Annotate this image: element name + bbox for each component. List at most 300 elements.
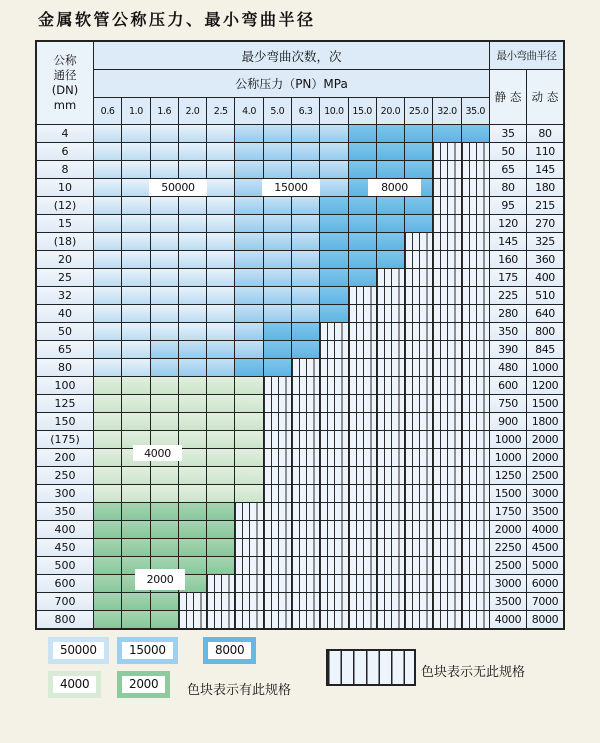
no-spec-cell [377, 521, 405, 538]
legend-no-spec-text: 色块表示无此规格 [421, 665, 526, 680]
no-spec-cell [377, 305, 405, 322]
no-spec-cell [320, 449, 348, 466]
static-radius-cell: 1250 [490, 467, 527, 484]
spec-cell-15000 [292, 143, 320, 160]
dn-cell: 450 [37, 539, 94, 556]
no-spec-cell [235, 557, 263, 574]
no-spec-cell [405, 521, 433, 538]
no-spec-cell [405, 233, 433, 250]
legend-chip-label: 50000 [53, 642, 104, 659]
table-row [37, 484, 563, 502]
dn-cell: 600 [37, 575, 94, 592]
no-spec-cell [377, 485, 405, 502]
spec-cell-50000 [94, 197, 122, 214]
no-spec-cell [264, 485, 292, 502]
dynamic-radius-cell: 3000 [527, 485, 563, 502]
spec-cell-50000 [94, 323, 122, 340]
radius-header-group [490, 42, 563, 124]
dn-cell: 200 [37, 449, 94, 466]
no-spec-cell [349, 539, 377, 556]
no-spec-cell [292, 377, 320, 394]
dynamic-radius-cell: 4500 [527, 539, 563, 556]
no-spec-cell [292, 395, 320, 412]
spec-cell-8000 [405, 215, 433, 232]
spec-cell-8000 [349, 197, 377, 214]
table-row [37, 394, 563, 412]
no-spec-cell [349, 305, 377, 322]
dn-cell: 50 [37, 323, 94, 340]
legend-chip-8000 [203, 637, 256, 664]
no-spec-cell [349, 449, 377, 466]
no-spec-cell [235, 575, 263, 592]
no-spec-cell [405, 485, 433, 502]
spec-cell-15000 [235, 287, 263, 304]
table-row [37, 466, 563, 484]
spec-cell-50000 [151, 215, 179, 232]
table-row [37, 232, 563, 250]
spec-cell-2000 [122, 539, 150, 556]
spec-cell-15000 [179, 359, 207, 376]
dynamic-radius-cell: 6000 [527, 575, 563, 592]
spec-cell-50000 [207, 197, 235, 214]
no-spec-cell [320, 503, 348, 520]
no-spec-cell [405, 611, 433, 628]
spec-cell-2000 [122, 503, 150, 520]
no-spec-cell [377, 359, 405, 376]
nominal-pressure-header: 公称压力（PN）MPa [94, 70, 489, 98]
dynamic-radius-cell: 4000 [527, 521, 563, 538]
spec-cell-4000 [235, 413, 263, 430]
no-spec-cell [405, 359, 433, 376]
dn-header-line: (DN) [51, 83, 79, 97]
no-spec-cell [377, 413, 405, 430]
spec-cell-50000 [94, 305, 122, 322]
static-dynamic-headers [490, 70, 563, 124]
static-radius-cell: 3500 [490, 593, 527, 610]
no-spec-cell [235, 503, 263, 520]
no-spec-cell [349, 377, 377, 394]
no-spec-cell [264, 431, 292, 448]
no-spec-cell [349, 323, 377, 340]
no-spec-cell [349, 341, 377, 358]
spec-cell-4000 [94, 449, 122, 466]
spec-cell-4000 [122, 413, 150, 430]
no-spec-cell [405, 323, 433, 340]
spec-cell-8000 [377, 251, 405, 268]
no-spec-cell [320, 341, 348, 358]
spec-cell-15000 [207, 359, 235, 376]
spec-cell-8000 [320, 197, 348, 214]
spec-cell-50000 [94, 251, 122, 268]
pressure-cells [94, 593, 490, 610]
pressure-cells [94, 323, 490, 340]
dn-cell: 700 [37, 593, 94, 610]
no-spec-cell [264, 575, 292, 592]
spec-cell-8000 [264, 341, 292, 358]
no-spec-cell [349, 467, 377, 484]
spec-cell-15000 [264, 251, 292, 268]
dynamic-radius-cell: 325 [527, 233, 563, 250]
spec-cell-15000 [264, 197, 292, 214]
pressure-tick: 32.0 [433, 98, 461, 124]
dynamic-radius-cell: 8000 [527, 611, 563, 628]
no-spec-cell [433, 323, 461, 340]
no-spec-cell [292, 467, 320, 484]
spec-cell-2000 [94, 521, 122, 538]
spec-cell-50000 [122, 305, 150, 322]
spec-cell-50000 [179, 197, 207, 214]
dynamic-radius-cell: 2000 [527, 431, 563, 448]
spec-cell-15000 [235, 161, 263, 178]
spec-cell-8000 [349, 233, 377, 250]
spec-cell-8000 [377, 143, 405, 160]
no-spec-cell [405, 467, 433, 484]
no-spec-cell [462, 467, 489, 484]
spec-cell-2000 [151, 521, 179, 538]
no-spec-cell [433, 611, 461, 628]
spec-cell-50000 [94, 287, 122, 304]
spec-cell-4000 [179, 395, 207, 412]
spec-cell-50000 [122, 251, 150, 268]
static-radius-cell: 95 [490, 197, 527, 214]
spec-cell-8000 [264, 323, 292, 340]
dn-cell: (18) [37, 233, 94, 250]
no-spec-cell [377, 449, 405, 466]
no-spec-cell [264, 593, 292, 610]
spec-cell-15000 [264, 161, 292, 178]
no-spec-cell [462, 395, 489, 412]
zone-label-2000: 2000 [135, 569, 185, 590]
spec-cell-15000 [292, 215, 320, 232]
spec-cell-2000 [179, 521, 207, 538]
spec-cell-50000 [94, 359, 122, 376]
no-spec-cell [405, 377, 433, 394]
spec-cell-15000 [235, 233, 263, 250]
spec-cell-15000 [264, 125, 292, 142]
spec-cell-2000 [151, 539, 179, 556]
spec-cell-2000 [122, 593, 150, 610]
pressure-cells [94, 125, 490, 142]
no-spec-cell [433, 521, 461, 538]
table-row [37, 556, 563, 574]
legend-chip-label: 4000 [53, 676, 96, 693]
spec-cell-4000 [179, 449, 207, 466]
spec-cell-2000 [94, 611, 122, 628]
static-radius-cell: 350 [490, 323, 527, 340]
no-spec-cell [292, 611, 320, 628]
no-spec-cell [349, 413, 377, 430]
no-spec-cell [377, 323, 405, 340]
no-spec-cell [349, 359, 377, 376]
spec-cell-50000 [122, 287, 150, 304]
no-spec-cell [462, 431, 489, 448]
pressure-tick: 2.5 [207, 98, 235, 124]
dn-cell: 250 [37, 467, 94, 484]
spec-cell-4000 [235, 377, 263, 394]
no-spec-cell [320, 377, 348, 394]
spec-cell-2000 [122, 611, 150, 628]
no-spec-cell [405, 539, 433, 556]
spec-cell-50000 [207, 215, 235, 232]
spec-cell-4000 [94, 431, 122, 448]
pressure-cells [94, 503, 490, 520]
spec-cell-8000 [405, 197, 433, 214]
table-row [37, 538, 563, 556]
pressure-cells [94, 611, 490, 628]
spec-cell-8000 [349, 269, 377, 286]
spec-cell-15000 [320, 143, 348, 160]
spec-cell-2000 [207, 539, 235, 556]
spec-cell-15000 [264, 287, 292, 304]
spec-cell-15000 [292, 251, 320, 268]
table-row [37, 268, 563, 286]
no-spec-cell [405, 449, 433, 466]
no-spec-cell [320, 575, 348, 592]
spec-cell-2000 [94, 503, 122, 520]
no-spec-cell [405, 341, 433, 358]
no-spec-cell [433, 413, 461, 430]
min-radius-header: 最小弯曲半径 [490, 42, 563, 70]
no-spec-cell [405, 413, 433, 430]
spec-cell-8000 [264, 359, 292, 376]
dynamic-radius-cell: 5000 [527, 557, 563, 574]
static-radius-cell: 120 [490, 215, 527, 232]
static-radius-cell: 600 [490, 377, 527, 394]
dn-cell: 400 [37, 521, 94, 538]
no-spec-cell [264, 503, 292, 520]
dynamic-radius-cell: 145 [527, 161, 563, 178]
dn-cell: 6 [37, 143, 94, 160]
spec-cell-50000 [94, 125, 122, 142]
dynamic-radius-cell: 1500 [527, 395, 563, 412]
dynamic-radius-cell: 1000 [527, 359, 563, 376]
table-row [37, 340, 563, 358]
no-spec-cell [349, 485, 377, 502]
no-spec-cell [377, 503, 405, 520]
no-spec-cell [264, 395, 292, 412]
static-radius-cell: 175 [490, 269, 527, 286]
spec-cell-15000 [235, 323, 263, 340]
legend-no-spec-swatch [326, 649, 416, 686]
no-spec-cell [320, 395, 348, 412]
no-spec-cell [235, 593, 263, 610]
spec-cell-8000 [377, 233, 405, 250]
spec-cell-50000 [122, 215, 150, 232]
no-spec-cell [320, 611, 348, 628]
no-spec-cell [264, 611, 292, 628]
spec-cell-50000 [122, 143, 150, 160]
pressure-cells [94, 359, 490, 376]
pressure-cells [94, 341, 490, 358]
spec-cell-4000 [235, 395, 263, 412]
no-spec-cell [320, 485, 348, 502]
legend-chip-15000 [117, 637, 178, 664]
no-spec-cell [349, 575, 377, 592]
no-spec-cell [462, 359, 489, 376]
no-spec-cell [405, 503, 433, 520]
dn-cell: 32 [37, 287, 94, 304]
spec-cell-50000 [122, 161, 150, 178]
spec-cell-15000 [264, 215, 292, 232]
pressure-cells [94, 197, 490, 214]
table-body [37, 124, 563, 628]
table-row [37, 196, 563, 214]
no-spec-cell [462, 215, 489, 232]
spec-cell-50000 [207, 179, 235, 196]
pressure-tick: 20.0 [377, 98, 405, 124]
pressure-cells [94, 539, 490, 556]
no-spec-cell [433, 593, 461, 610]
spec-cell-50000 [179, 305, 207, 322]
no-spec-cell [320, 359, 348, 376]
no-spec-cell [405, 395, 433, 412]
no-spec-cell [349, 503, 377, 520]
spec-cell-50000 [151, 287, 179, 304]
no-spec-cell [264, 413, 292, 430]
page-title: 金属软管公称压力、最小弯曲半径 [38, 10, 316, 29]
pressure-cells [94, 305, 490, 322]
legend-chip-label: 15000 [122, 642, 173, 659]
no-spec-cell [433, 503, 461, 520]
legend-chip-label: 8000 [208, 642, 251, 659]
spec-cell-15000 [207, 341, 235, 358]
spec-cell-4000 [179, 377, 207, 394]
legend-chip-2000 [117, 671, 170, 698]
spec-cell-50000 [94, 269, 122, 286]
spec-cell-15000 [235, 125, 263, 142]
spec-cell-15000 [235, 341, 263, 358]
no-spec-cell [405, 251, 433, 268]
spec-cell-8000 [320, 305, 348, 322]
no-spec-cell [462, 377, 489, 394]
spec-cell-50000 [151, 143, 179, 160]
no-spec-cell [433, 179, 461, 196]
dn-header-line: mm [53, 97, 77, 112]
dynamic-radius-cell: 7000 [527, 593, 563, 610]
spec-cell-15000 [235, 269, 263, 286]
spec-cell-2000 [207, 557, 235, 574]
static-radius-cell: 2250 [490, 539, 527, 556]
spec-cell-4000 [94, 413, 122, 430]
spec-cell-50000 [179, 287, 207, 304]
spec-cell-4000 [235, 467, 263, 484]
static-radius-cell: 50 [490, 143, 527, 160]
pressure-tick: 0.6 [94, 98, 122, 124]
table-header [37, 42, 563, 124]
legend-chip-label: 2000 [122, 676, 165, 693]
dynamic-radius-cell: 1800 [527, 413, 563, 430]
spec-cell-4000 [207, 485, 235, 502]
spec-cell-50000 [94, 161, 122, 178]
spec-cell-4000 [151, 377, 179, 394]
spec-cell-15000 [292, 197, 320, 214]
no-spec-cell [462, 521, 489, 538]
no-spec-cell [433, 287, 461, 304]
spec-cell-50000 [207, 269, 235, 286]
pressure-cells [94, 485, 490, 502]
spec-cell-15000 [151, 341, 179, 358]
spec-cell-8000 [235, 359, 263, 376]
no-spec-cell [349, 593, 377, 610]
bend-times-header-group [94, 42, 490, 124]
table-row [37, 250, 563, 268]
table-row [37, 430, 563, 448]
spec-cell-2000 [151, 593, 179, 610]
dn-cell: 8 [37, 161, 94, 178]
pressure-cells [94, 233, 490, 250]
pressure-cells [94, 521, 490, 538]
spec-cell-15000 [264, 269, 292, 286]
no-spec-cell [377, 593, 405, 610]
no-spec-cell [433, 395, 461, 412]
no-spec-cell [292, 539, 320, 556]
static-radius-cell: 4000 [490, 611, 527, 628]
dn-column-header [37, 42, 94, 124]
spec-cell-15000 [292, 233, 320, 250]
no-spec-cell [433, 377, 461, 394]
dn-cell: 125 [37, 395, 94, 412]
no-spec-cell [349, 557, 377, 574]
spec-cell-50000 [94, 143, 122, 160]
spec-cell-4000 [179, 431, 207, 448]
spec-cell-4000 [207, 395, 235, 412]
no-spec-cell [462, 539, 489, 556]
static-radius-cell: 2500 [490, 557, 527, 574]
spec-cell-2000 [151, 503, 179, 520]
spec-cell-4000 [94, 377, 122, 394]
spec-cell-8000 [320, 287, 348, 304]
spec-cell-15000 [235, 179, 263, 196]
dynamic-radius-cell: 80 [527, 125, 563, 142]
no-spec-cell [405, 575, 433, 592]
spec-cell-15000 [320, 161, 348, 178]
spec-cell-8000 [377, 215, 405, 232]
dynamic-radius-cell: 110 [527, 143, 563, 160]
no-spec-cell [405, 431, 433, 448]
spec-cell-15000 [264, 305, 292, 322]
spec-cell-15000 [320, 125, 348, 142]
no-spec-cell [405, 593, 433, 610]
pressure-tick: 4.0 [235, 98, 263, 124]
no-spec-cell [292, 593, 320, 610]
spec-cell-8000 [349, 125, 377, 142]
no-spec-cell [320, 557, 348, 574]
spec-cell-8000 [349, 143, 377, 160]
no-spec-cell [377, 287, 405, 304]
zone-label-8000: 8000 [368, 179, 421, 196]
no-spec-cell [462, 557, 489, 574]
no-spec-cell [433, 449, 461, 466]
no-spec-cell [405, 305, 433, 322]
spec-cell-15000 [151, 359, 179, 376]
no-spec-cell [462, 233, 489, 250]
no-spec-cell [349, 431, 377, 448]
spec-cell-8000 [405, 143, 433, 160]
spec-cell-15000 [235, 143, 263, 160]
no-spec-cell [433, 269, 461, 286]
spec-cell-50000 [122, 341, 150, 358]
spec-cell-15000 [235, 215, 263, 232]
spec-cell-4000 [94, 467, 122, 484]
spec-cell-50000 [122, 197, 150, 214]
spec-cell-4000 [151, 467, 179, 484]
spec-cell-50000 [179, 251, 207, 268]
pressure-tick: 6.3 [292, 98, 320, 124]
no-spec-cell [320, 431, 348, 448]
spec-cell-50000 [94, 341, 122, 358]
no-spec-cell [433, 305, 461, 322]
no-spec-cell [462, 197, 489, 214]
